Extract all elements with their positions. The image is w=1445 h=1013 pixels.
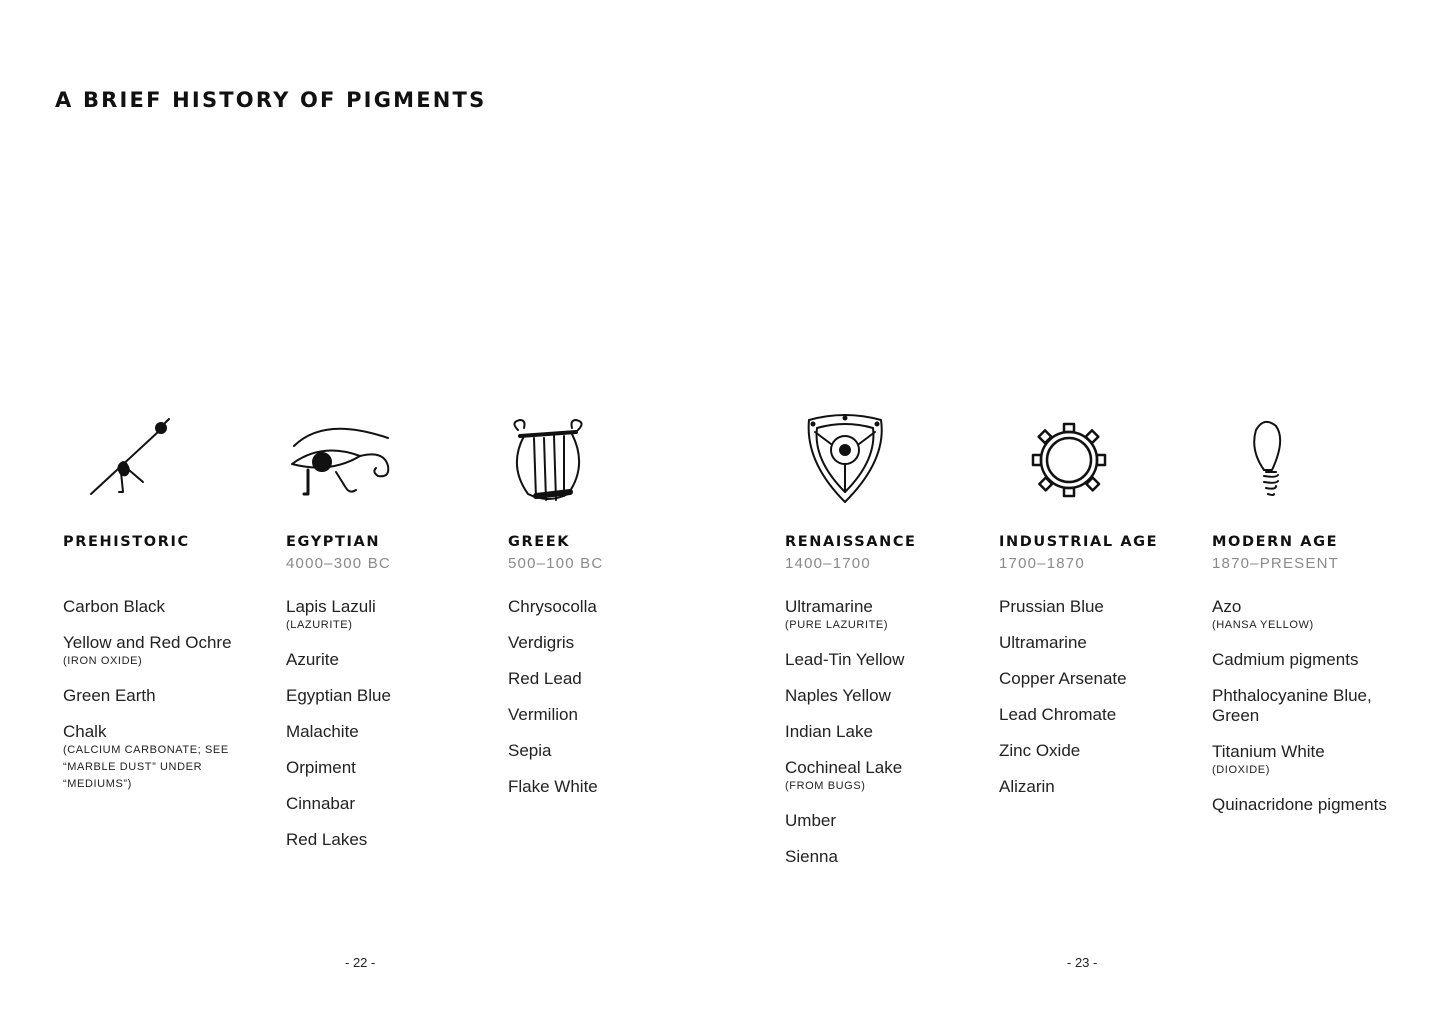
pigment-item — [286, 686, 496, 706]
pigment-item — [286, 794, 496, 814]
era-dates: 1700–1870 — [999, 555, 1085, 572]
pigment-name: Prussian Blue — [999, 597, 1104, 616]
pigment-item — [508, 777, 718, 797]
pigment-name: Red Lead — [508, 669, 582, 688]
page-number-right: - 23 - — [1067, 955, 1098, 970]
pigment-note: (DIOXIDE) — [1212, 764, 1270, 776]
pigment-name: Lead-Tin Yellow — [785, 650, 905, 669]
pigment-item — [785, 650, 995, 670]
pigment-item — [1212, 795, 1422, 815]
era-name: EGYPTIAN — [286, 534, 381, 550]
pigment-name: Flake White — [508, 777, 598, 796]
pigment-item — [1212, 597, 1422, 634]
pigment-name: Sienna — [785, 847, 838, 866]
pigment-item — [1212, 742, 1422, 779]
pigment-name: Vermilion — [508, 705, 578, 724]
pigment-item — [999, 633, 1209, 653]
pigment-item — [999, 597, 1209, 617]
pigment-item — [1212, 650, 1422, 670]
pigment-name: Azo — [1212, 597, 1242, 616]
pigment-name: Lapis Lazuli — [286, 597, 376, 616]
pigment-item — [1212, 686, 1422, 726]
pigment-item — [286, 830, 496, 850]
eye-of-horus-icon — [286, 412, 496, 504]
era-name: INDUSTRIAL AGE — [999, 534, 1159, 550]
pigment-note: (CALCIUM CARBONATE; SEE “MARBLE DUST” UNDER “MEDIUMS”) — [63, 744, 229, 790]
pigment-name: Indian Lake — [785, 722, 873, 741]
era-dates: 1870–PRESENT — [1212, 555, 1339, 572]
era-name: PREHISTORIC — [63, 534, 190, 550]
pigment-list — [508, 597, 718, 797]
pigment-name: Alizarin — [999, 777, 1055, 796]
pigment-item — [999, 777, 1209, 797]
era-dates: 4000–300 BC — [286, 555, 391, 572]
pigment-name: Ultramarine — [785, 597, 873, 616]
pigment-name: Naples Yellow — [785, 686, 891, 705]
era-column-greek — [508, 412, 718, 813]
pigment-item — [286, 650, 496, 670]
pigment-item — [508, 633, 718, 653]
pigment-item — [785, 722, 995, 742]
pigment-name: Orpiment — [286, 758, 356, 777]
pigment-note: (FROM BUGS) — [785, 780, 866, 792]
gear-icon — [999, 412, 1209, 504]
pigment-name: Lead Chromate — [999, 705, 1117, 724]
pigment-item — [508, 597, 718, 617]
pigment-item — [508, 705, 718, 725]
era-column-egyptian — [286, 412, 496, 866]
pigment-item — [785, 758, 995, 795]
era-dates — [63, 555, 273, 577]
pigment-name: Phthalocyanine Blue, Green — [1212, 686, 1372, 725]
era-dates: 1400–1700 — [785, 555, 871, 572]
lightbulb-icon — [1212, 412, 1422, 504]
era-name: RENAISSANCE — [785, 534, 917, 550]
pigment-name: Zinc Oxide — [999, 741, 1081, 760]
page-number-left: - 22 - — [345, 955, 376, 970]
era-name: GREEK — [508, 534, 571, 550]
era-column-industrial-age — [999, 412, 1209, 813]
pigment-list — [785, 597, 995, 867]
pigment-name: Carbon Black — [63, 597, 166, 616]
pigment-name: Cinnabar — [286, 794, 355, 813]
pigment-name: Ultramarine — [999, 633, 1087, 652]
era-column-renaissance — [785, 412, 995, 883]
pigment-note: (LAZURITE) — [286, 619, 353, 631]
pigment-item — [508, 741, 718, 761]
pigment-name: Azurite — [286, 650, 339, 669]
pigment-name: Chrysocolla — [508, 597, 597, 616]
pigment-note: (HANSA YELLOW) — [1212, 619, 1314, 631]
pigment-name: Green Earth — [63, 686, 156, 705]
pigment-name: Yellow and Red Ochre — [63, 633, 232, 652]
pigment-item — [63, 597, 273, 617]
pigment-name: Malachite — [286, 722, 359, 741]
pigment-list — [286, 597, 496, 850]
pigment-item — [785, 811, 995, 831]
pigment-name: Chalk — [63, 722, 107, 741]
pigment-name: Quinacridone pigments — [1212, 795, 1387, 814]
pigment-name: Copper Arsenate — [999, 669, 1127, 688]
pigment-list — [63, 597, 273, 793]
pigment-item — [63, 686, 273, 706]
pigment-item — [785, 597, 995, 634]
era-name: MODERN AGE — [1212, 534, 1339, 550]
pigment-note: (IRON OXIDE) — [63, 655, 143, 667]
pigment-item — [785, 686, 995, 706]
shield-icon — [785, 412, 995, 504]
pigment-name: Red Lakes — [286, 830, 368, 849]
pigment-item — [508, 669, 718, 689]
pigment-list — [999, 597, 1209, 797]
pigment-item — [286, 758, 496, 778]
pigment-item — [286, 722, 496, 742]
pigment-name: Cadmium pigments — [1212, 650, 1359, 669]
pigment-name: Sepia — [508, 741, 552, 760]
pigment-note: (PURE LAZURITE) — [785, 619, 889, 631]
pigment-name: Umber — [785, 811, 837, 830]
pigment-name: Cochineal Lake — [785, 758, 903, 777]
lyre-icon — [508, 412, 718, 504]
pigment-item — [999, 669, 1209, 689]
pigment-item — [63, 722, 273, 793]
pigment-name: Titanium White — [1212, 742, 1325, 761]
page-title: A BRIEF HISTORY OF PIGMENTS — [55, 88, 487, 112]
pigment-name: Verdigris — [508, 633, 575, 652]
pigment-item — [999, 741, 1209, 761]
pigment-item — [286, 597, 496, 634]
pigment-item — [999, 705, 1209, 725]
pigment-list — [1212, 597, 1422, 815]
pigment-name: Egyptian Blue — [286, 686, 391, 705]
era-column-modern-age — [1212, 412, 1422, 831]
pigment-item — [63, 633, 273, 670]
spear-icon — [63, 412, 273, 504]
era-dates: 500–100 BC — [508, 555, 604, 572]
era-column-prehistoric — [63, 412, 273, 809]
pigment-item — [785, 847, 995, 867]
